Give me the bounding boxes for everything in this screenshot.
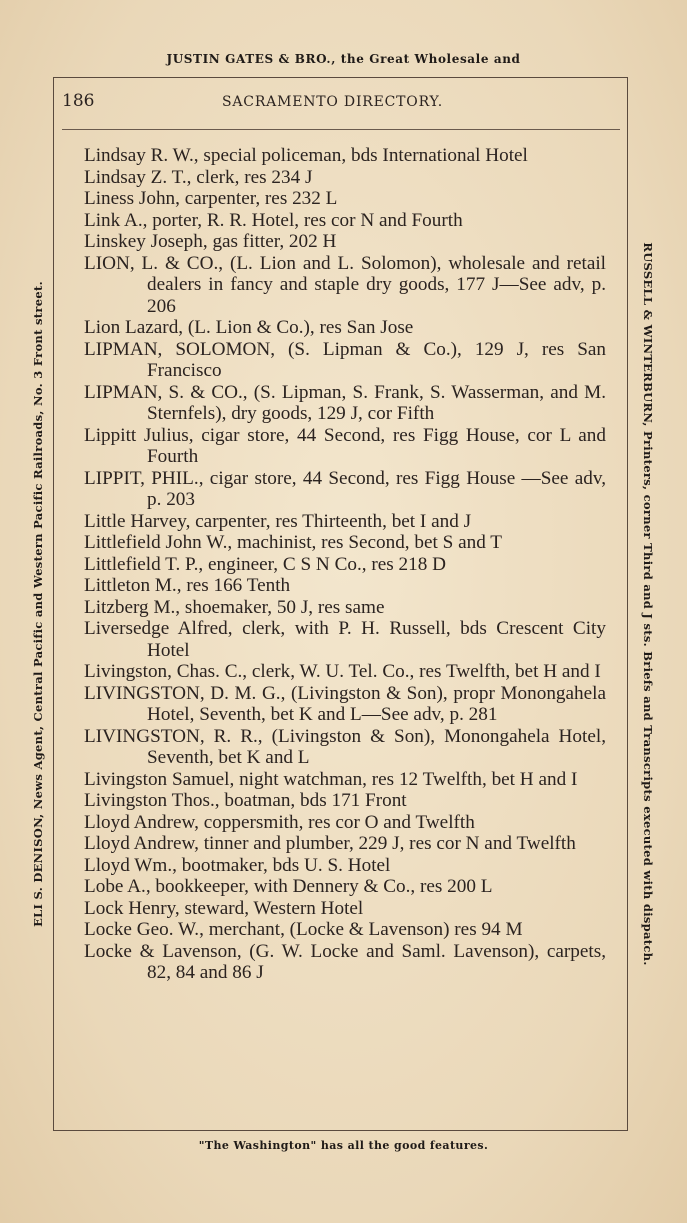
page-number: 186 xyxy=(62,91,95,111)
directory-entry: Liversedge Alfred, clerk, with P. H. Russell, bds Crescent City Hotel xyxy=(84,618,606,661)
directory-entries xyxy=(84,145,606,984)
directory-entry: LIVINGSTON, D. M. G., (Livingston & Son), propr Monongahela Hotel, Seventh, bet K and L—See adv, p. 281 xyxy=(84,682,606,725)
directory-entry: Locke & Lavenson, (G. W. Locke and Saml. Lavenson), carpets, 82, 84 and 86 J xyxy=(84,940,606,983)
directory-entry: LIPMAN, S. & CO., (S. Lipman, S. Frank, S. Wasserman, and M. Sternfels), dry goods, 129 J, cor Fifth xyxy=(84,381,606,424)
directory-entry: Lock Henry, steward, Western Hotel xyxy=(84,897,364,919)
directory-entry: Litzberg M., shoemaker, 50 J, res same xyxy=(84,596,385,618)
directory-entry: LION, L. & CO., (L. Lion and L. Solomon), wholesale and retail dealers in fancy and staple dry goods, 177 J—See adv, p. 206 xyxy=(84,252,606,317)
directory-entry: LIVINGSTON, R. R., (Livingston & Son), Monongahela Hotel, Seventh, bet K and L xyxy=(84,725,606,768)
directory-entry: Lloyd Andrew, coppersmith, res cor O and Twelfth xyxy=(84,811,475,833)
directory-entry: LIPMAN, SOLOMON, (S. Lipman & Co.), 129 J, res San Francisco xyxy=(84,338,606,381)
running-head: SACRAMENTO DIRECTORY. xyxy=(222,94,443,110)
directory-entry: Lindsay Z. T., clerk, res 234 J xyxy=(84,166,313,188)
directory-entry: Lippitt Julius, cigar store, 44 Second, res Figg House, cor L and Fourth xyxy=(84,424,606,467)
directory-entry: LIPPIT, PHIL., cigar store, 44 Second, res Figg House —See adv, p. 203 xyxy=(84,467,606,510)
directory-entry: Livingston, Chas. C., clerk, W. U. Tel. Co., res Twelfth, bet H and I xyxy=(84,661,601,682)
directory-entry: Link A., porter, R. R. Hotel, res cor N and Fourth xyxy=(84,209,463,231)
bottom-advert-banner: "The Washington" has all the good features. xyxy=(198,1139,489,1152)
header-rule xyxy=(62,129,620,130)
directory-entry: Lindsay R. W., special policeman, bds International Hotel xyxy=(84,145,528,166)
directory-entry: Linskey Joseph, gas fitter, 202 H xyxy=(84,231,337,252)
right-advert-banner: RUSSELL & WINTERBURN, Printers, corner Third and J sts. Briefs and Transcripts executed with dispatch. xyxy=(641,242,655,966)
directory-entry: Little Harvey, carpenter, res Thirteenth, bet I and J xyxy=(84,510,472,532)
directory-entry: Littleton M., res 166 Tenth xyxy=(84,575,291,596)
page-header xyxy=(62,91,622,117)
directory-entry: Lloyd Wm., bootmaker, bds U. S. Hotel xyxy=(84,854,391,876)
directory-entry: Littlefield T. P., engineer, C S N Co., res 218 D xyxy=(84,553,446,575)
directory-entry: Lobe A., bookkeeper, with Dennery & Co., res 200 L xyxy=(84,876,493,897)
directory-entry: Lloyd Andrew, tinner and plumber, 229 J, res cor N and Twelfth xyxy=(84,833,576,854)
left-advert-banner: ELI S. DENISON, News Agent, Central Pacific and Western Pacific Railroads, No. 3 Front street. xyxy=(31,281,45,927)
directory-entry: Littlefield John W., machinist, res Second, bet S and T xyxy=(84,532,502,553)
directory-entry: Livingston Samuel, night watchman, res 12 Twelfth, bet H and I xyxy=(84,768,578,790)
directory-entry: Liness John, carpenter, res 232 L xyxy=(84,188,338,209)
directory-entry: Lion Lazard, (L. Lion & Co.), res San Jose xyxy=(84,317,414,338)
directory-entry: Livingston Thos., boatman, bds 171 Front xyxy=(84,790,407,811)
top-advert-banner: JUSTIN GATES & BRO., the Great Wholesale and xyxy=(166,52,521,66)
directory-entry: Locke Geo. W., merchant, (Locke & Lavenson) res 94 M xyxy=(84,919,523,940)
